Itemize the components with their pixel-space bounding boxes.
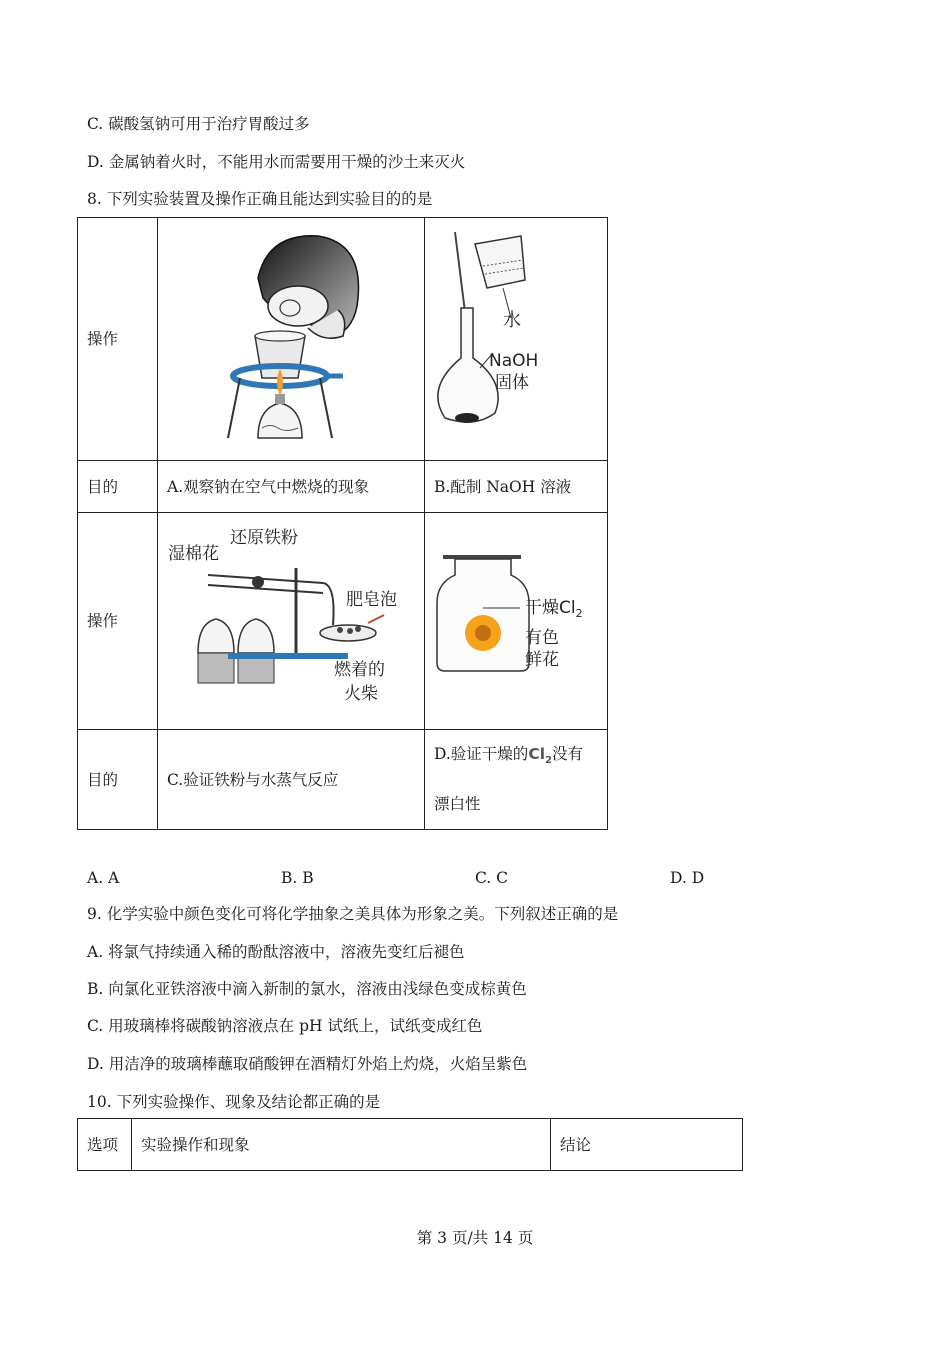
q9-stem: 9. 化学实验中颜色变化可将化学抽象之美具体为形象之美。下列叙述正确的是 [87,905,619,923]
q10-table [77,1118,743,1171]
figure-b-cell [425,218,608,461]
q8-option-a: A. A [87,869,120,887]
figure-c-iron-steam [158,513,424,723]
label-iron: 还原铁粉 [230,528,298,548]
q10-header-operation: 实验操作和现象 [132,1119,551,1171]
q8-stem: 8. 下列实验装置及操作正确且能达到实验目的的是 [87,190,433,208]
q9-option-c: C. 用玻璃棒将碳酸钠溶液点在 pH 试纸上，试纸变成红色 [87,1017,483,1035]
flower-icon [465,615,501,651]
figure-a-cell [158,218,425,461]
q10-header-conclusion: 结论 [551,1119,743,1171]
label-dry-cl2: 干燥$Cl_2$ [525,598,583,620]
figure-d-cell [425,513,608,730]
label-naoh: NaOH [489,351,539,371]
label-match-2: 火柴 [344,684,378,704]
row-label-operation-2: 操作 [78,513,158,730]
label-colored-1: 有色 [525,628,559,648]
q9-option-d: D. 用洁净的玻璃棒蘸取硝酸钾在酒精灯外焰上灼烧，火焰呈紫色 [87,1055,528,1073]
figure-b-volumetric-flask [425,218,607,454]
q8-option-b: B. B [281,869,314,887]
label-colored-2: 鲜花 [525,650,559,670]
purpose-b: B.配制 NaOH 溶液 [425,461,608,513]
label-solid: 固体 [495,373,529,393]
q8-option-c: C. C [475,869,509,887]
q10-stem: 10. 下列实验操作、现象及结论都正确的是 [87,1093,381,1111]
q9-option-b: B. 向氯化亚铁溶液中滴入新制的氯水，溶液由浅绿色变成棕黄色 [87,980,527,998]
q7-option-c: C. 碳酸氢钠可用于治疗胃酸过多 [87,115,310,133]
label-cotton: 湿棉花 [168,544,219,564]
q9-option-a: A. 将氯气持续通入稀的酚酞溶液中，溶液先变红后褪色 [87,943,465,961]
row-label-purpose: 目的 [78,461,158,513]
label-match-1: 燃着的 [334,660,385,680]
q7-option-d: D. 金属钠着火时，不能用水而需要用干燥的沙土来灭火 [87,153,466,171]
label-water: 水 [503,310,521,331]
row-label-operation: 操作 [78,218,158,461]
figure-d-dry-chlorine [425,513,607,723]
figure-a-sodium-burning [158,218,424,454]
q8-table [77,217,608,830]
purpose-d: D.验证干燥的$Cl_2$没有 漂白性 [425,730,608,830]
purpose-c: C.验证铁粉与水蒸气反应 [158,730,425,830]
page-footer: 第 3 页/共 14 页 [416,1229,534,1247]
q8-option-d: D. D [670,869,705,887]
row-label-purpose-2: 目的 [78,730,158,830]
purpose-a: A.观察钠在空气中燃烧的现象 [158,461,425,513]
label-soap: 肥皂泡 [346,590,397,610]
q10-header-option: 选项 [78,1119,132,1171]
figure-c-cell [158,513,425,730]
